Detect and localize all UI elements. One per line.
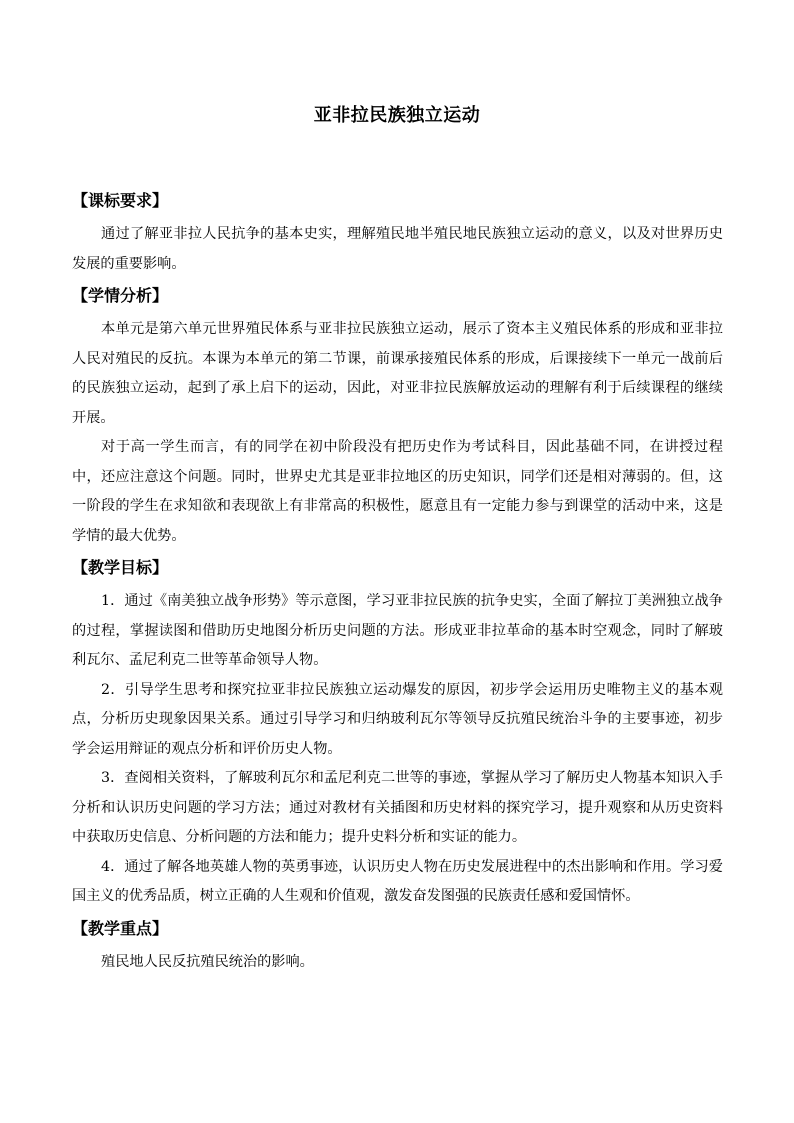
section-student-analysis xyxy=(72,281,723,551)
paragraph: 通过了解亚非拉人民抗争的基本史实，理解殖民地半殖民地民族独立运动的意义，以及对世界历史发展的重要影响。 xyxy=(72,226,723,272)
objective-item: 4．通过了解各地英雄人物的英勇事迹，认识历史人物在历史发展进程中的杰出影响和作用。学习爱国主义的优秀品质，树立正确的人生观和价值观，激发奋发图强的民族责任感和爱国情怀。 xyxy=(72,858,723,904)
section-teaching-focus xyxy=(72,914,723,978)
section-heading: 【教学重点】 xyxy=(72,918,169,938)
objective-item: 1．通过《南美独立战争形势》等示意图，学习亚非拉民族的抗争史实，全面了解拉丁美洲独立战争的过程，掌握读图和借助历史地图分析历史问题的方法。形成亚非拉革命的基本时空观念，同时了解玻利瓦尔、孟尼利克二世等革命领导人物。 xyxy=(72,593,723,668)
section-heading: 【学情分析】 xyxy=(72,286,169,305)
section-heading: 【教学目标】 xyxy=(72,558,169,577)
objective-item: 2．引导学生思考和探究拉亚非拉民族独立运动爆发的原因，初步学会运用历史唯物主义的基本观点，分析历史现象因果关系。通过引导学习和归纳玻利瓦尔等领导反抗殖民统治斗争的主要事迹，初步学会运用辩证的观点分析和评价历史人物。 xyxy=(72,681,723,757)
document-body xyxy=(72,186,723,977)
paragraph: 本单元是第六单元世界殖民体系与亚非拉民族独立运动，展示了资本主义殖民体系的形成和亚非拉人民对殖民的反抗。本课为本单元的第二节课，前课承接殖民体系的形成，后课接续下一单元一战前后的民族独立运动，起到了承上启下的运动，因此，对亚非拉民族解放运动的理解有利于后续课程的继续开展。 xyxy=(72,321,723,426)
section-teaching-objectives xyxy=(72,553,723,912)
section-curriculum-requirements xyxy=(72,186,723,279)
objective-item: 3．查阅相关资料，了解玻利瓦尔和孟尼利克二世等的事迹，掌握从学习了解历史人物基本知识入手分析和认识历史问题的学习方法；通过对教材有关插图和历史材料的探究学习，提升观察和从历史资料中获取历史信息、分析问题的方法和能力；提升史料分析和实证的能力。 xyxy=(72,770,723,845)
section-heading: 【课标要求】 xyxy=(72,191,169,210)
document-title: 亚非拉民族独立运动 xyxy=(313,105,481,126)
paragraph: 对于高一学生而言，有的同学在初中阶段没有把历史作为考试科目，因此基础不同，在讲授过程中，还应注意这个问题。同时，世界史尤其是亚非拉地区的历史知识，同学们还是相对薄弱的。但，这一阶段的学生在求知欲和表现欲上有非常高的积极性，愿意且有一定能力参与到课堂的活动中来，这是学情的最大优势。 xyxy=(72,439,723,544)
paragraph: 殖民地人民反抗殖民统治的影响。 xyxy=(101,953,314,970)
